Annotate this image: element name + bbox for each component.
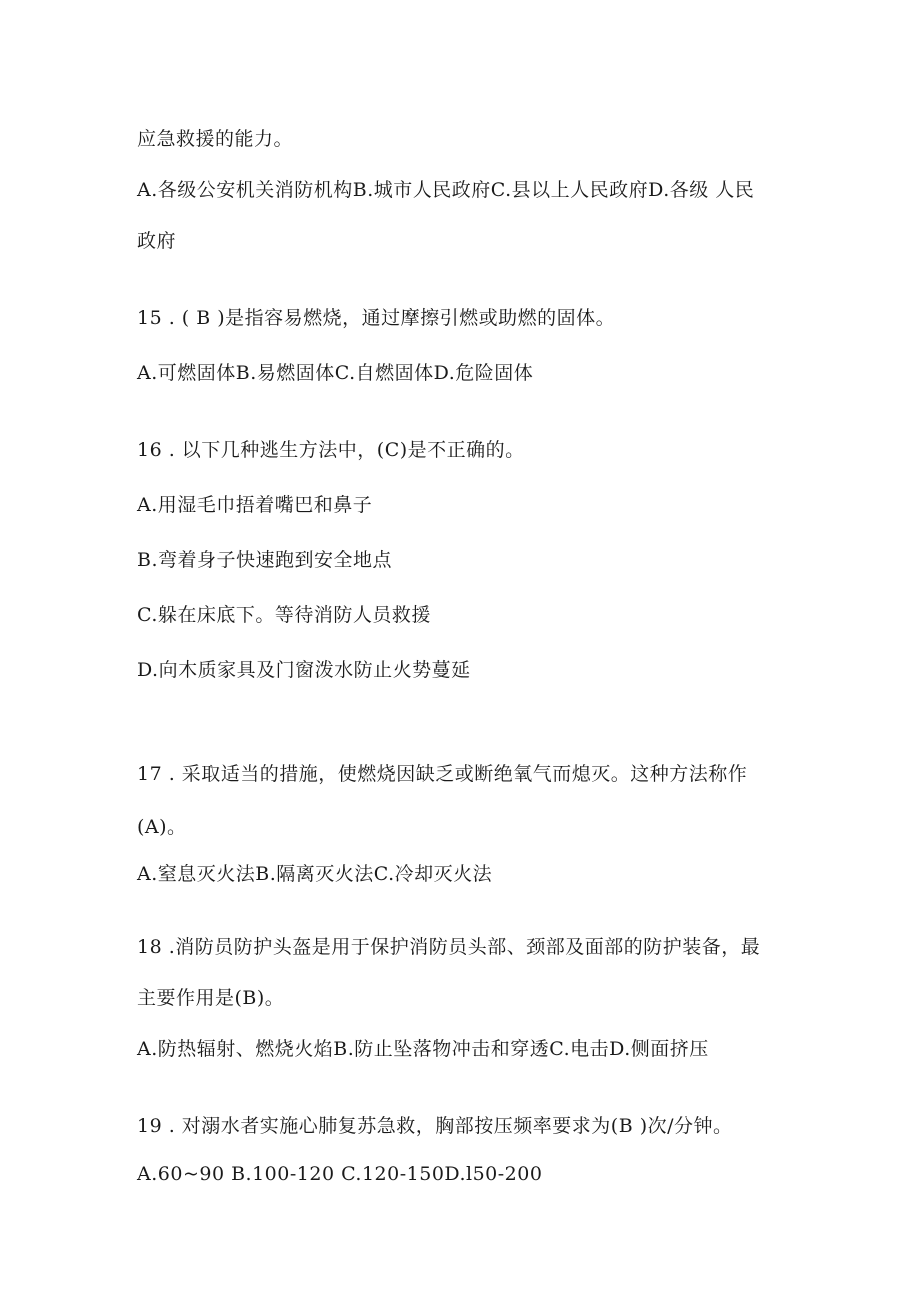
- answer-options-line: A.各级公安机关消防机构B.城市人民政府C.县以上人民政府D.各级 人民: [137, 179, 755, 201]
- text-line: 主要作用是(B)。: [137, 987, 285, 1009]
- answer-options-line: A.防热辐射、燃烧火焰B.防止坠落物冲击和穿透C.电击D.侧面挤压: [137, 1038, 709, 1060]
- answer-options-line: A.可燃固体B.易燃固体C.自燃固体D.危险固体: [137, 362, 534, 384]
- question-19: 19 . 对溺水者实施心肺复苏急救，胸部按压频率要求为(B )次/分钟。: [137, 1115, 733, 1137]
- answer-option: C.躲在床底下。等待消防人员救援: [137, 604, 431, 626]
- question-17: 17 . 采取适当的措施，使燃烧因缺乏或断绝氧气而熄灭。这种方法称作: [137, 763, 748, 785]
- question-18: 18 .消防员防护头盔是用于保护消防员头部、颈部及面部的防护装备，最: [137, 936, 761, 958]
- answer-options-line: A.60~90 B.100-120 C.120-150D.l50-200: [137, 1163, 543, 1185]
- text-line: (A)。: [137, 816, 187, 838]
- answer-options-line: A.窒息灭火法B.隔离灭火法C.冷却灭火法: [137, 863, 493, 885]
- answer-option: A.用湿毛巾捂着嘴巴和鼻子: [137, 494, 373, 516]
- question-16: 16 . 以下几种逃生方法中，(C)是不正确的。: [137, 439, 525, 461]
- question-15: 15 . ( B )是指容易燃烧，通过摩擦引燃或助燃的固体。: [137, 307, 616, 329]
- text-line: 政府: [137, 230, 177, 252]
- answer-option: D.向木质家具及门窗泼水防止火势蔓延: [137, 659, 471, 681]
- answer-option: B.弯着身子快速跑到安全地点: [137, 549, 393, 571]
- text-line: 应急救援的能力。: [137, 128, 294, 150]
